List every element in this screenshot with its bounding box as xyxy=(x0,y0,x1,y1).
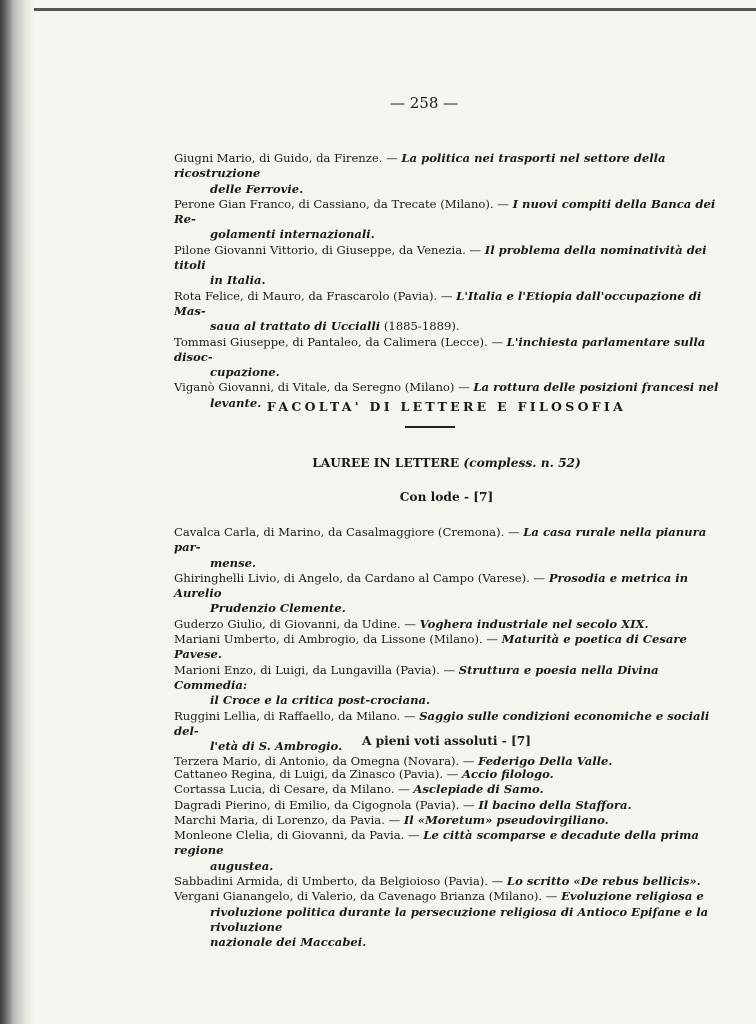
continuation-line xyxy=(174,556,719,571)
continuation-line xyxy=(174,905,719,936)
thesis-title: L'Italia e l'Etiopia dall'occupazione di Mas- xyxy=(174,288,702,318)
graduate-entry xyxy=(174,197,719,243)
thesis-title-continued: nazionale dei Maccabei. xyxy=(210,935,367,950)
thesis-title-continued: golamenti internazionali. xyxy=(210,227,375,242)
top-border xyxy=(34,8,756,11)
thesis-title: La politica nei trasporti nel settore della ricostruzione xyxy=(174,151,666,181)
thesis-title-continued: in Italia. xyxy=(210,273,266,288)
graduate-name: Mariani Umberto, di Ambrogio, da Lissone (Milano). — xyxy=(174,632,502,647)
thesis-title: I nuovi compiti della Banca dei Re- xyxy=(174,196,716,227)
graduate-name: Tommasi Giuseppe, di Pantaleo, da Calimera (Lecce). — xyxy=(174,334,507,349)
thesis-title-continued: augustea. xyxy=(210,858,274,873)
continuation-line xyxy=(174,693,719,708)
graduate-name: Viganò Giovanni, di Vitale, da Seregno (Milano) — xyxy=(174,380,474,395)
graduate-name: Marchi Maria, di Lorenzo, da Pavia. — xyxy=(174,812,404,827)
graduate-name: Marioni Enzo, di Luigi, da Lungavilla (Pavia). — xyxy=(174,662,459,677)
graduate-name: Giugni Mario, di Guido, da Firenze. — xyxy=(174,151,402,165)
lauree-count: (compless. n. 52) xyxy=(463,456,581,470)
title-underline xyxy=(405,426,455,428)
thesis-title: Lo scritto «De rebus bellicis». xyxy=(506,874,701,889)
thesis-title: Maturità e poetica di Cesare Pavese. xyxy=(174,632,687,662)
continuation-line xyxy=(174,182,719,197)
graduate-name: Ruggini Lellia, di Raffaello, da Milano. — xyxy=(174,708,420,723)
thesis-title-continued: mense. xyxy=(210,555,257,570)
thesis-title-continued: rivoluzione politica durante la persecuzione religiosa di Antioco Epifane e la rivoluzione xyxy=(210,904,709,934)
graduate-name: Cattaneo Regina, di Luigi, da Zinasco (Pavia). — xyxy=(174,767,462,781)
graduate-entry xyxy=(174,889,719,950)
thesis-title: Voghera industriale nel secolo XIX. xyxy=(419,616,649,631)
graduate-entry xyxy=(174,243,719,289)
graduate-name: Guderzo Giulio, di Giovanni, da Udine. — xyxy=(174,616,420,631)
faculty-title: FACOLTA' DI LETTERE E FILOSOFIA xyxy=(266,399,627,414)
thesis-title-continued: Prudenzio Clemente. xyxy=(210,601,346,616)
graduate-name: Cortassa Lucia, di Cesare, da Milano. — xyxy=(174,782,414,797)
thesis-title-continued: saua al trattato di Uccialli xyxy=(210,319,381,334)
graduate-entry xyxy=(174,289,719,335)
graduate-entry xyxy=(174,151,719,197)
thesis-title: Federigo Della Valle. xyxy=(478,754,613,769)
thesis-title-continued: levante. xyxy=(210,395,262,410)
graduate-name: Vergani Gianangelo, di Valerio, da Cavenago Brianza (Milano). — xyxy=(174,889,562,904)
graduate-entry xyxy=(174,571,719,617)
graduate-entry xyxy=(174,813,719,828)
thesis-title: Prosodia e metrica in Aurelio xyxy=(174,570,689,601)
thesis-title: Saggio sulle condizioni economiche e sociali del- xyxy=(174,708,710,738)
con-lode-heading: Con lode - [7] xyxy=(399,490,494,504)
continuation-line xyxy=(174,859,719,874)
thesis-title: Asclepiade di Samo. xyxy=(413,782,544,797)
graduate-entry xyxy=(174,632,719,663)
graduate-entry xyxy=(174,525,719,571)
graduate-entry xyxy=(174,798,719,813)
graduate-name: Ghiringhelli Livio, di Angelo, da Cardano al Campo (Varese). — xyxy=(174,570,549,585)
continuation-line xyxy=(174,365,719,380)
graduate-name: Perone Gian Franco, di Cassiano, da Trecate (Milano). — xyxy=(174,196,513,211)
graduate-entry xyxy=(174,782,719,797)
graduate-name: Dagradi Pierino, di Emilio, da Cigognola (Pavia). — xyxy=(174,797,479,812)
thesis-title: L'inchiesta parlamentare sulla disoc- xyxy=(174,334,706,364)
thesis-title-continued: cupazione. xyxy=(210,365,280,380)
graduate-name: Sabbadini Armida, di Umberto, da Belgioioso (Pavia). — xyxy=(174,874,507,889)
continuation-line xyxy=(174,935,719,950)
thesis-title-continued: delle Ferrovie. xyxy=(210,181,304,196)
graduate-entry xyxy=(174,874,719,889)
thesis-title: Il bacino della Staffora. xyxy=(478,797,632,812)
continuation-line xyxy=(174,273,719,288)
thesis-title-continued: l'età di S. Ambrogio. xyxy=(210,739,343,754)
graduate-entry xyxy=(174,617,719,632)
graduate-name: Terzera Mario, di Antonio, da Omegna (Novara). — xyxy=(174,754,479,769)
thesis-years: (1885-1889). xyxy=(380,319,460,334)
thesis-title: Struttura e poesia nella Divina Commedia: xyxy=(174,662,659,692)
graduate-name: Cavalca Carla, di Marino, da Casalmaggiore (Cremona). — xyxy=(174,525,524,539)
continuation-line xyxy=(174,601,719,616)
thesis-title: La rottura delle posizioni francesi nel xyxy=(473,380,719,395)
thesis-title: Evoluzione religiosa e xyxy=(561,889,704,904)
continuation-line xyxy=(174,227,719,242)
lauree-heading-text: LAUREE IN LETTERE xyxy=(312,456,464,470)
thesis-title: Le città scomparse e decadute della prima regione xyxy=(174,828,699,858)
graduate-entry xyxy=(174,663,719,709)
book-spine-shadow xyxy=(0,0,34,1024)
graduate-name: Pilone Giovanni Vittorio, di Giuseppe, da Venezia. — xyxy=(174,242,485,257)
thesis-title: La casa rurale nella pianura par- xyxy=(174,525,707,555)
graduate-name: Rota Felice, di Mauro, da Frascarolo (Pavia). — xyxy=(174,288,457,303)
graduate-entry xyxy=(174,828,719,874)
pieni-voti-list xyxy=(174,767,719,951)
continuation-line xyxy=(174,319,719,334)
thesis-title: Il problema della nominatività dei titoli xyxy=(174,242,707,273)
page-number: — 258 — xyxy=(390,94,459,112)
graduate-entry xyxy=(174,335,719,381)
pieni-voti-heading: A pieni voti assoluti - [7] xyxy=(361,734,532,748)
thesis-title: Accio filologo. xyxy=(462,767,554,781)
thesis-title: Il «Moretum» pseudovirgiliano. xyxy=(403,812,609,827)
lauree-heading xyxy=(174,456,719,470)
graduate-entry xyxy=(174,767,719,782)
graduate-name: Monleone Clelia, di Giovanni, da Pavia. — xyxy=(174,828,424,843)
thesis-title-continued: il Croce e la critica post-crociana. xyxy=(210,693,431,708)
economics-graduates-list xyxy=(174,151,719,411)
